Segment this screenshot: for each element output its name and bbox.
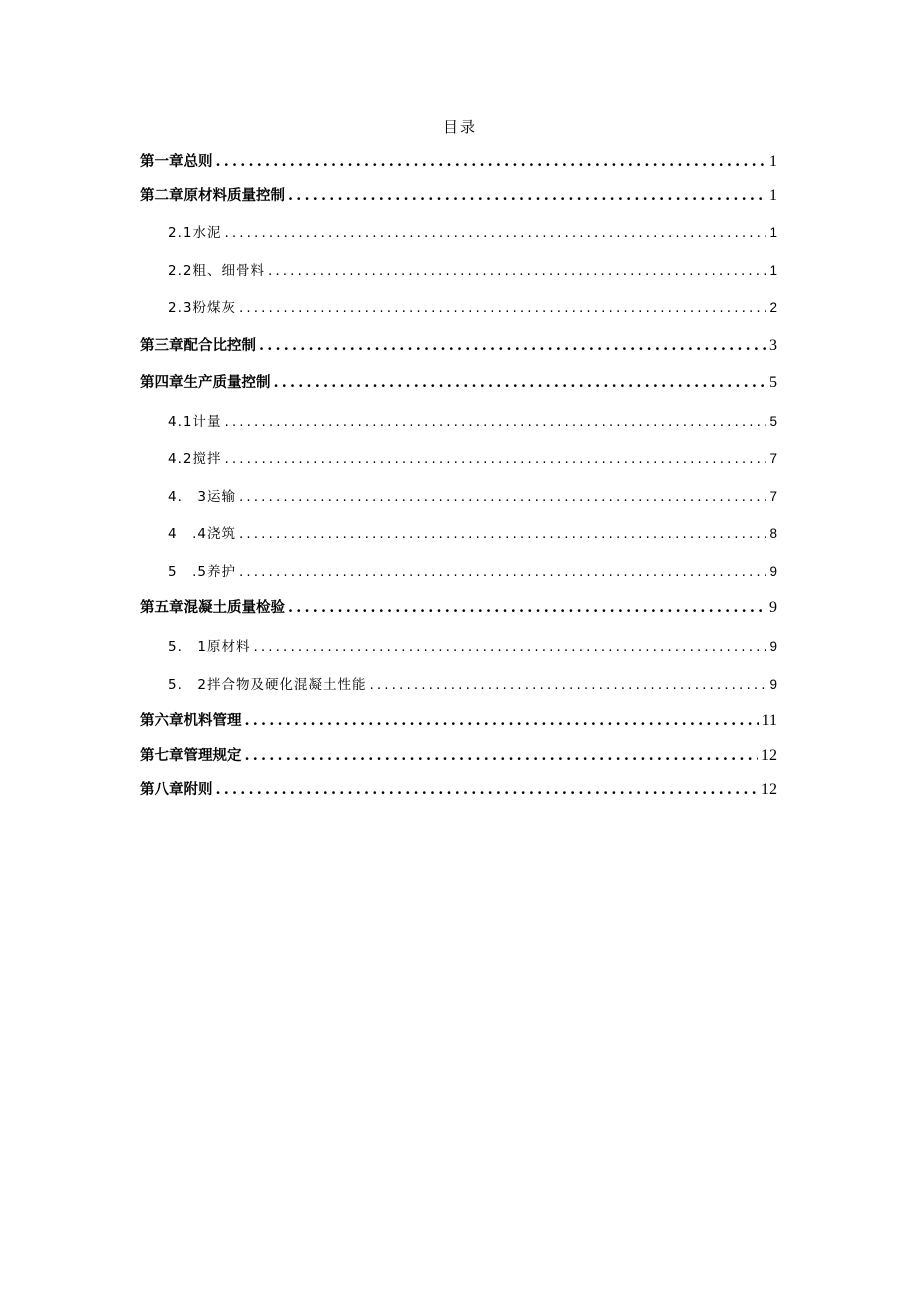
toc-leader-dots (268, 263, 767, 279)
toc-entry-page: 2 (769, 300, 777, 315)
toc-entry[interactable] (140, 778, 777, 799)
toc-entry-label: 第一章总则 (140, 153, 213, 170)
toc-entry-label: 5 .5养护 (168, 564, 236, 580)
toc-entry-label: 4.1计量 (168, 414, 222, 430)
toc-leader-dots (239, 526, 767, 542)
toc-subentry[interactable] (168, 410, 777, 430)
toc-subentry[interactable] (168, 296, 777, 316)
toc-subentry[interactable] (168, 259, 777, 279)
toc-entry-page: 11 (761, 712, 777, 729)
toc-entry-label: 4 .4浇筑 (168, 526, 236, 542)
toc-subentry[interactable] (168, 522, 777, 542)
toc-leader-dots (239, 300, 767, 316)
toc-entry[interactable] (140, 150, 777, 171)
toc-entry-label: 第八章附则 (140, 781, 213, 798)
toc-entry-label: 4.2搅拌 (168, 451, 222, 467)
toc-entry-page: 12 (761, 747, 777, 764)
toc-entry-page: 1 (769, 153, 777, 170)
toc-entry-label: 4. 3运输 (168, 489, 236, 505)
toc-entry[interactable] (140, 371, 777, 392)
toc-entry-page: 8 (769, 526, 777, 541)
toc-subentry[interactable] (168, 673, 777, 693)
toc-subentry[interactable] (168, 221, 777, 241)
toc-subentry[interactable] (168, 635, 777, 655)
toc-leader-dots (288, 187, 766, 204)
toc-entry-label: 第六章机料管理 (140, 712, 242, 729)
toc-subentry[interactable] (168, 560, 777, 580)
toc-entry[interactable] (140, 744, 777, 765)
toc-entry-page: 7 (769, 451, 777, 466)
toc-entry-label: 5. 1原材料 (168, 639, 251, 655)
toc-entry-label: 2.3粉煤灰 (168, 300, 236, 316)
toc-entry-page: 7 (769, 489, 777, 504)
toc-entry-label: 5. 2拌合物及硬化混凝土性能 (168, 677, 367, 693)
toc-leader-dots (224, 225, 766, 241)
toc-leader-dots (288, 599, 766, 616)
toc-entry-label: 2.1水泥 (168, 225, 222, 241)
toc-entry-page: 9 (769, 599, 777, 616)
toc-entry[interactable] (140, 334, 777, 355)
toc-leader-dots (224, 451, 766, 467)
toc-entry-page: 9 (769, 564, 777, 579)
toc-leader-dots (239, 489, 767, 505)
toc-entry-page: 1 (769, 187, 777, 204)
toc-leader-dots (216, 153, 767, 170)
toc-entry-page: 1 (769, 225, 777, 240)
toc-leader-dots (239, 564, 767, 580)
toc-entry-page: 12 (761, 781, 777, 798)
toc-leader-dots (245, 747, 759, 764)
toc-entry-page: 3 (769, 337, 777, 354)
toc-entry[interactable] (140, 709, 777, 730)
toc-leader-dots (259, 337, 766, 354)
toc-entry-label: 2.2粗、细骨料 (168, 263, 265, 279)
toc-leader-dots (253, 639, 766, 655)
toc-entry-page: 9 (769, 639, 777, 654)
toc-entry-page: 1 (769, 263, 777, 278)
toc-entry-label: 第二章原材料质量控制 (140, 187, 285, 204)
toc-entry[interactable] (140, 184, 777, 205)
toc-title: 目录 (442, 118, 477, 136)
toc-entry-label: 第三章配合比控制 (140, 337, 256, 354)
toc-entry[interactable] (140, 596, 777, 617)
toc-entry-label: 第七章管理规定 (140, 747, 242, 764)
toc-leader-dots (224, 414, 766, 430)
toc-subentry[interactable] (168, 485, 777, 505)
toc-entry-label: 第四章生产质量控制 (140, 374, 271, 391)
toc-leader-dots (369, 677, 766, 693)
toc-entry-page: 9 (769, 677, 777, 692)
toc-leader-dots (274, 374, 767, 391)
toc-leader-dots (216, 781, 759, 798)
toc-leader-dots (245, 712, 759, 729)
toc-entry-page: 5 (769, 414, 777, 429)
toc-entry-label: 第五章混凝土质量检验 (140, 599, 285, 616)
toc-entry-page: 5 (769, 374, 777, 391)
toc-subentry[interactable] (168, 447, 777, 467)
